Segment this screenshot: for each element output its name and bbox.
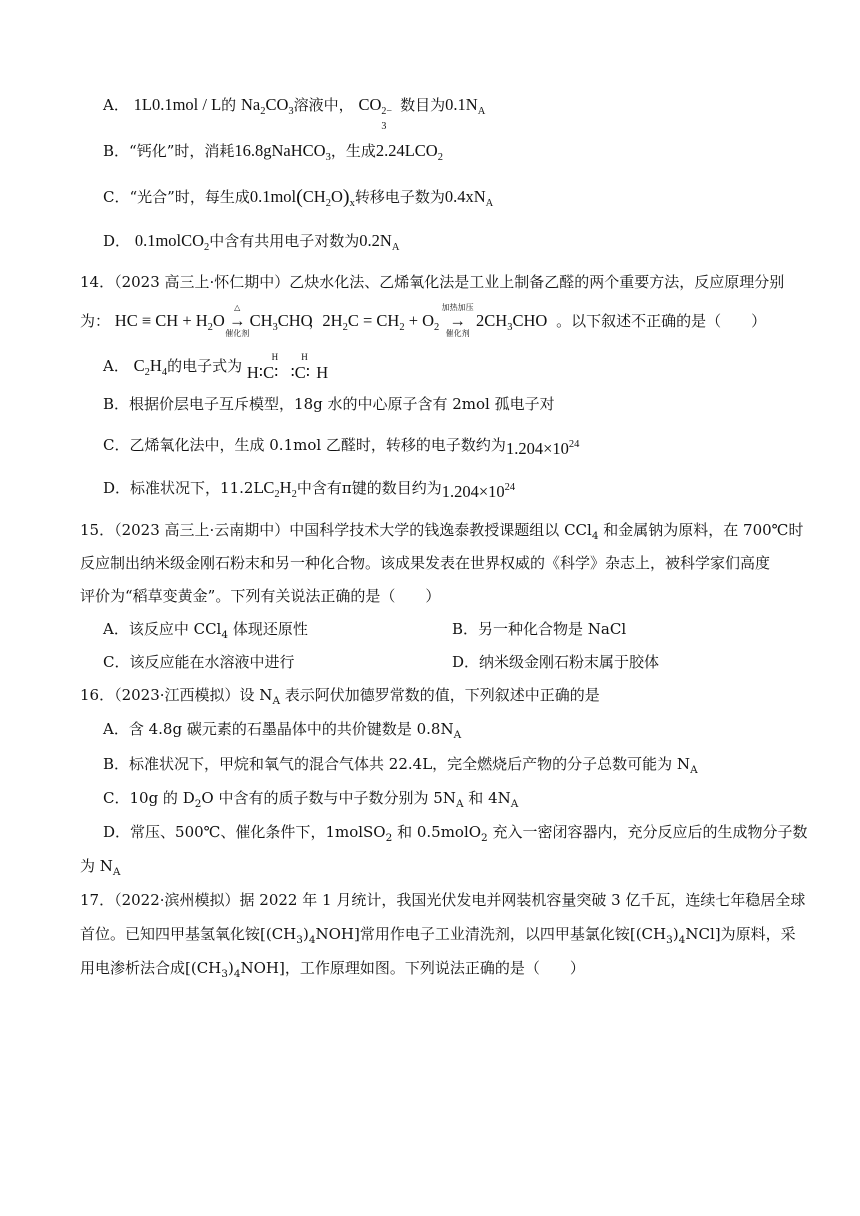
q17-stem-line1: 17．（2022·滨州模拟）据 2022 年 1 月统计，我国光伏发电并网装机容量突破 3 亿千瓦，连续七年稳居全球 [80,891,806,909]
q17-stem-line2: 首位。已知四甲基氢氧化铵$[(CH_3)_4NOH]$常用作电子工业清洗剂，以四甲基氯化铵$[(CH_3)_4NCl]$为原料，采 [80,925,796,946]
q15-stem-line1: 15．（2023 高三上·云南期中）中国科学技术大学的钱逸泰教授课题组以 CCl$_4$ 和金属钠为原料，在 700℃时 [80,521,804,542]
q15-stem-line3: 评价为“稻草变黄金”。下列有关说法正确的是（ ） [80,587,441,605]
q15-stem-line2: 反应制出纳米级金刚石粉末和另一种化合物。该成果发表在世界权威的《科学》杂志上，被科学家们高度 [80,554,771,572]
q14-option-d: D．标准状况下，$11.2LC_2H_2$中含有π键的数目约为$1.204\times 10^{24}$ [103,478,516,501]
q14-stem-line2: 为： HC ≡ CH + $H_2O$ △ → 催化剂 $CH_3CHO$， $2H_2C = CH_2 + O_2$ 加热加压 → 催化剂 $2CH_3CHO$ 。以下叙述不正确的是（ ） [80,303,767,338]
electron-formula: H H∶C∶ H ∶C∶ H [246,352,329,382]
q14-equation-2: $2H_2C = CH_2 + O_2$ 加热加压 → 催化剂 $2CH_3CHO$ [322,303,548,338]
q13-option-d: D． 0.1molCO$_2$中含有共用电子对数为$0.2N_A$ [103,231,400,253]
q14-stem-line1: 14．（2023 高三上·怀仁期中）乙炔水化法、乙烯氧化法是工业上制备乙醛的两个重要方法，反应原理分别 [80,273,785,291]
q14-option-b: B．根据价层电子互斥模型，18g 水的中心原子含有 2mol 孤电子对 [103,395,555,413]
q14-option-c: C．乙烯氧化法中，生成 0.1mol 乙醛时，转移的电子数约为$1.204\times 10^{24}$ [103,436,580,458]
q15-option-d: D．纳米级金刚石粉末属于胶体 [452,653,660,671]
q13-option-b: B．“钙化”时，消耗16.8gNaHCO$_3$，生成$2.24LCO_2$ [103,141,443,163]
q16-option-c: C．10g 的 $D_2O$ 中含有的质子数与中子数分别为 $5N_A$ 和 $4N_A$ [103,789,519,810]
q13-option-c: C．“光合”时，每生成$0.1mol(CH_2O)_x$转移电子数为$0.4xN_A$ [103,186,494,209]
q16-option-b: B．标准状况下，甲烷和氧气的混合气体共 22.4L，完全燃烧后产物的分子总数可能为 $N_A$ [103,755,698,776]
reaction-arrow-2: 加热加压 → 催化剂 [441,303,474,338]
q14-option-a: A． $C_2H_4$的电子式为 H H∶C∶ H ∶C∶ H [103,352,329,382]
q14-equation-1: HC ≡ CH + $H_2O$ △ → 催化剂 $CH_3CHO$ [114,303,313,338]
q16-stem: 16．（2023·江西模拟）设 $N_A$ 表示阿伏加德罗常数的值，下列叙述中正确的是 [80,686,600,707]
q15-option-a: A．该反应中 CCl$_4$ 体现还原性 [103,620,308,641]
q15-option-b: B．另一种化合物是 NaCl [452,620,627,638]
reaction-arrow-1: △ → 催化剂 [225,303,250,338]
q16-option-d-cont: 为 $N_A$ [80,857,121,878]
q15-option-c: C．该反应能在水溶液中进行 [103,653,295,671]
q16-option-a: A．含 4.8g 碳元素的石墨晶体中的共价键数是 $0.8N_A$ [103,720,462,741]
q16-option-d: D．常压、500℃、催化条件下，1molSO$_2$ 和 0.5molO$_2$ 充入一密闭容器内，充分反应后的生成物分子数 [103,823,808,844]
q13-option-a: A． 1L0.1mol / L的 $Na_2CO_3$溶液中， CO 2− 3 数目为$0.1N_A$ [103,95,486,132]
q17-stem-line3: 用电渗析法合成$[(CH_3)_4NOH]$，工作原理如图。下列说法正确的是（ ） [80,959,585,980]
